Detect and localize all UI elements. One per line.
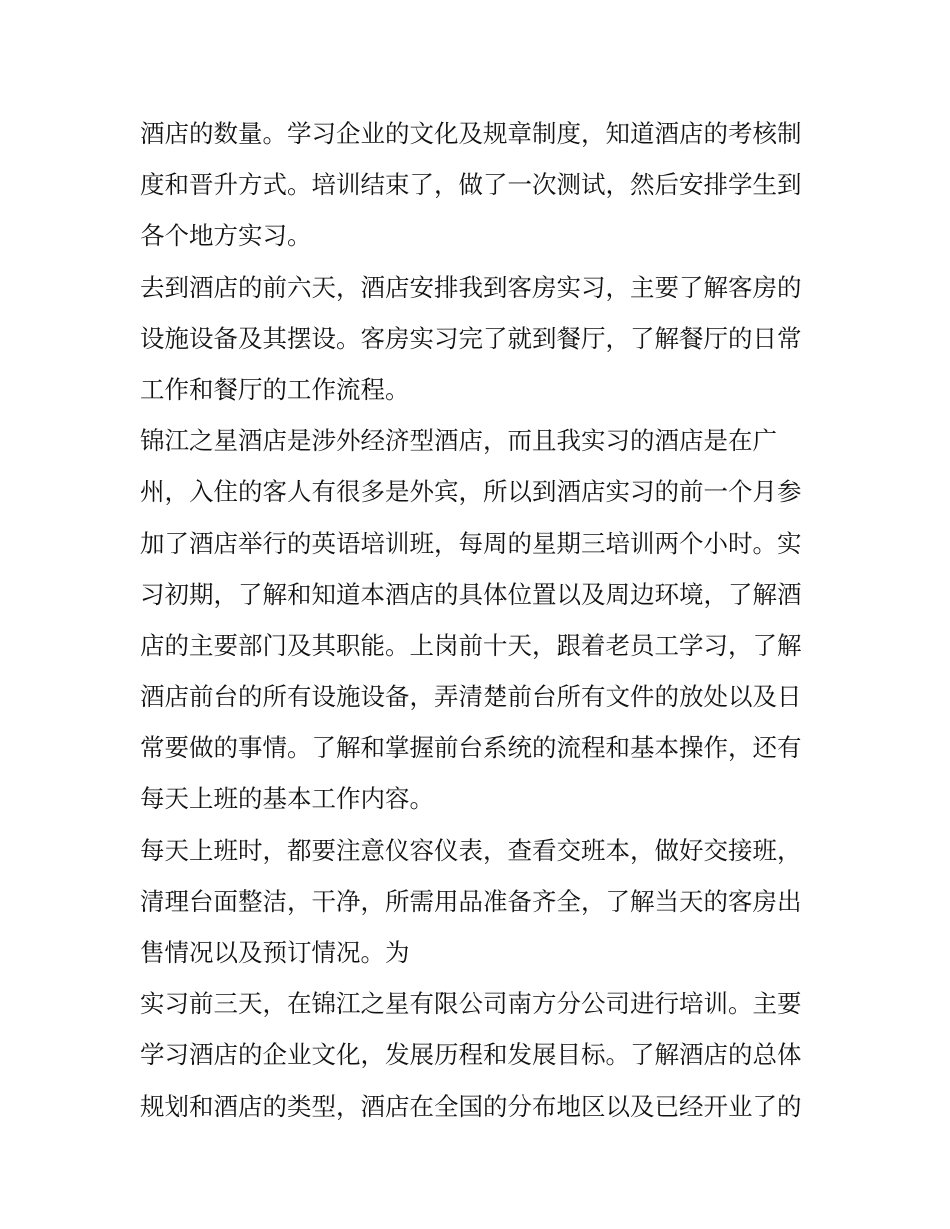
text-line: 锦江之星酒店是涉外经济型酒店，而且我实习的酒店是在广: [140, 426, 777, 456]
text-line: 每天上班的基本工作内容。: [140, 784, 434, 814]
text-line: 各个地方实习。: [140, 221, 312, 251]
text-line: 去到酒店的前六天，酒店安排我到客房实习，主要了解客房的: [140, 272, 802, 302]
text-line: 店的主要部门及其职能。上岗前十天，跟着老员工学习，了解: [140, 630, 802, 660]
text-line: 度和晋升方式。培训结束了，做了一次测试，然后安排学生到: [140, 170, 802, 200]
text-line: 学习酒店的企业文化，发展历程和发展目标。了解酒店的总体: [140, 1040, 802, 1070]
text-line: 工作和餐厅的工作流程。: [140, 374, 410, 404]
text-line: 加了酒店举行的英语培训班，每周的星期三培训两个小时。实: [140, 528, 802, 558]
body-text: [140, 108, 820, 1132]
text-line: 实习前三天，在锦江之星有限公司南方分公司进行培训。主要: [140, 989, 802, 1019]
text-line: 每天上班时，都要注意仪容仪表，查看交班本，做好交接班，: [140, 835, 802, 865]
text-line: 售情况以及预订情况。为: [140, 938, 410, 967]
text-line: 酒店的数量。学习企业的文化及规章制度，知道酒店的考核制: [140, 119, 802, 148]
text-line: 常要做的事情。了解和掌握前台系统的流程和基本操作，还有: [140, 733, 802, 763]
text-line: 酒店前台的所有设施设备，弄清楚前台所有文件的放处以及日: [140, 682, 802, 712]
text-line: 清理台面整洁，干净，所需用品准备齐全，了解当天的客房出: [140, 886, 802, 916]
text-line: 州，入住的客人有很多是外宾，所以到酒店实习的前一个月参: [140, 477, 802, 507]
text-line: 规划和酒店的类型，酒店在全国的分布地区以及已经开业了的: [140, 1091, 802, 1121]
text-line: 习初期，了解和知道本酒店的具体位置以及周边环境，了解酒: [140, 579, 802, 609]
text-line: 设施设备及其摆设。客房实习完了就到餐厅，了解餐厅的日常: [140, 323, 802, 353]
